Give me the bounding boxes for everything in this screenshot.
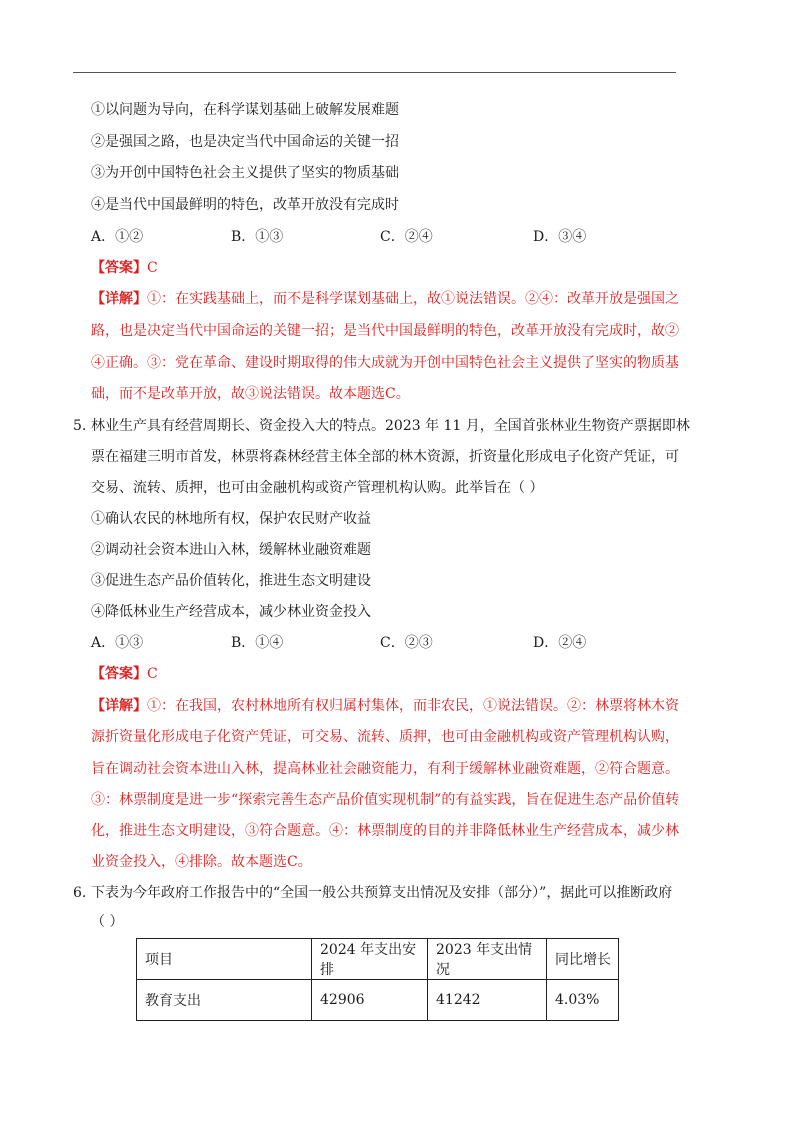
q4-option-b: B．①③: [231, 229, 284, 245]
q4-statement-4: ④是当代中国最鲜明的特色，改革开放没有完成时: [91, 197, 399, 213]
q5-option-b: B．①④: [231, 635, 284, 651]
table-header-cell: 2024 年支出安排: [312, 939, 428, 980]
q5-stem-line-3: 交易、流转、质押，也可由金融机构或资产管理机构认购。此举旨在（ ）: [91, 480, 544, 496]
table-row: [137, 980, 619, 1021]
q5-stem-line-1: 林业生产具有经营周期长、资金投入大的特点。2023 年 11 月，全国首张林业生物资产票据即林: [91, 418, 690, 434]
q4-statement-1: ①以问题为导向，在科学谋划基础上破解发展难题: [91, 102, 399, 118]
table-header-cell: 同比增长: [547, 939, 619, 980]
q4-explain-line-3: ④正确。③：党在革命、建设时期取得的伟大成就为开创中国特色社会主义提供了坚实的物质基: [91, 355, 679, 371]
table-header-cell: 2023 年支出情况: [428, 939, 547, 980]
table-header-row: [137, 939, 619, 980]
answer-value: C: [147, 260, 158, 276]
budget-table: [136, 938, 619, 1021]
table-cell: 42906: [312, 980, 428, 1021]
q4-option-c: C．②④: [380, 229, 433, 245]
q5-explain-line-2: 源折资量化形成电子化资产凭证，可交易、流转、质押，也可由金融机构或资产管理机构认购，: [91, 729, 679, 745]
explain-text: ①：在实践基础上，而不是科学谋划基础上，故①说法错误。②④：改革开放是强国之: [147, 291, 679, 307]
q6-number: 6.: [73, 885, 87, 901]
header-rule: [73, 72, 676, 73]
q5-explain-line-5: 化，推进生态文明建设，③符合题意。④：林票制度的目的并非降低林业生产经营成本，减少林: [91, 823, 679, 839]
q4-option-a: A．①②: [91, 229, 144, 245]
q5-option-c: C．②③: [380, 635, 433, 651]
q4-option-d: D．③④: [533, 229, 587, 245]
q4-statement-2: ②是强国之路，也是决定当代中国命运的关键一招: [91, 134, 399, 150]
q4-answer: [91, 259, 158, 277]
q5-number: 5.: [73, 418, 87, 434]
q5-explain-line-1: [91, 697, 679, 715]
q4-explain-line-2: 路，也是决定当代中国命运的关键一招；是当代中国最鲜明的特色，改革开放没有完成时，故②: [91, 323, 679, 339]
explain-tag: 【详解】: [91, 291, 147, 307]
q5-explain-line-6: 业资金投入，④排除。故本题选C。: [91, 854, 312, 870]
q6-stem-line-2: （ ）: [91, 914, 124, 930]
q4-explain-line-4: 础，而不是改革开放，故③说法错误。故本题选C。: [91, 386, 410, 402]
q5-statement-1: ①确认农民的林地所有权，保护农民财产收益: [91, 511, 371, 527]
q5-statement-4: ④降低林业生产经营成本，减少林业资金投入: [91, 604, 371, 620]
answer-tag: 【答案】: [91, 666, 147, 682]
q5-statement-3: ③促进生态产品价值转化，推进生态文明建设: [91, 573, 371, 589]
table-cell: 41242: [428, 980, 547, 1021]
q5-stem-line-2: 票在福建三明市首发，林票将森林经营主体全部的林木资源，折资量化形成电子化资产凭证，可: [91, 449, 679, 465]
table-cell: 4.03%: [547, 980, 619, 1021]
q4-statement-3: ③为开创中国特色社会主义提供了坚实的物质基础: [91, 165, 399, 181]
q4-explain-line-1: [91, 290, 679, 308]
explain-tag: 【详解】: [91, 698, 147, 714]
table-cell: 教育支出: [137, 980, 312, 1021]
q5-explain-line-4: ③：林票制度是进一步“探索完善生态产品价值实现机制”的有益实践，旨在促进生态产品价值转: [91, 792, 680, 808]
answer-tag: 【答案】: [91, 260, 147, 276]
q5-option-d: D．②④: [533, 635, 587, 651]
q5-answer: [91, 665, 158, 683]
q5-option-a: A．①③: [91, 635, 144, 651]
q5-explain-line-3: 旨在调动社会资本进山入林，提高林业社会融资能力，有利于缓解林业融资难题，②符合题意。: [91, 761, 679, 777]
q5-statement-2: ②调动社会资本进山入林，缓解林业融资难题: [91, 542, 371, 558]
explain-text: ①：在我国，农村林地所有权归属村集体，而非农民，①说法错误。②：林票将林木资: [147, 698, 679, 714]
q6-stem-line-1: 下表为今年政府工作报告中的“全国一般公共预算支出情况及安排（部分）”，据此可以推断政府: [91, 885, 673, 901]
answer-value: C: [147, 666, 158, 682]
table-header-cell: 项目: [137, 939, 312, 980]
